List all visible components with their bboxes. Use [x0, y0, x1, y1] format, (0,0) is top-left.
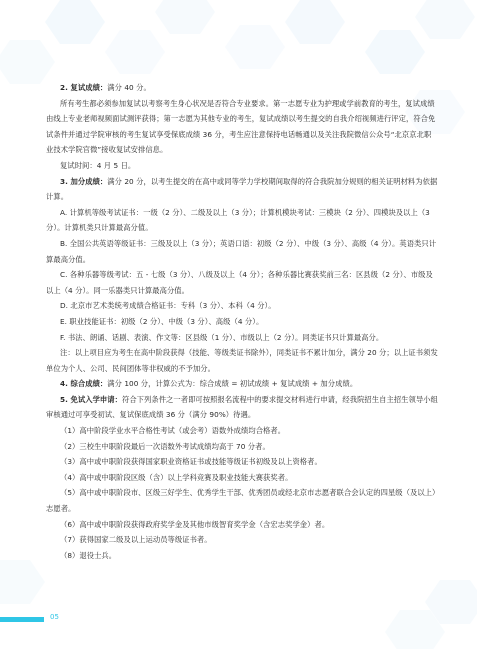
- bonus-item-c: C. 各种乐器等级考试：五 - 七级（3 分）、八级及以上（4 分）；各种乐器比赛获奖前三名：区县级（2 分）、市级及以上（4 分）。同一乐器类只计算最高分值。: [46, 270, 433, 295]
- section-bonus-score: [46, 174, 438, 205]
- footer-accent-bar: [0, 617, 44, 622]
- section-exemption: [46, 392, 438, 423]
- section-total-score: [46, 376, 438, 392]
- exemption-text: 符合下列条件之一者即可按照报名流程中的要求提交材料进行申请，经我院招生自主招生领导小组审核通过可享受初试、复试保底成绩 36 分（满分 90%）待遇。: [46, 394, 438, 420]
- document-body: [46, 80, 438, 563]
- total-score-heading: 4. 综合成绩：: [60, 379, 108, 389]
- retest-score-heading: 2. 复试成绩：: [60, 83, 108, 92]
- bonus-score-heading: 3. 加分成绩：: [60, 176, 108, 186]
- exemption-item-4: （4）高中或中职阶段区级（含）以上学科竞赛及职业技能大赛获奖者。: [60, 472, 293, 482]
- bonus-note: 注：以上项目应为考生在高中阶段获得（技能、等级类证书除外），同类证书不累计加分，满分 20 分；以上证书须发单位为个人、公司、民间团体等非权威的不予加分。: [46, 348, 438, 373]
- page-number: 05: [50, 613, 59, 621]
- exemption-item-3: （3）高中或中职阶段获得国家职业资格证书或技能等级证书初级及以上资格者。: [60, 457, 322, 467]
- bonus-item-f: F. 书法、朗诵、话剧、表演、作文等：区县级（1 分）、市级以上（2 分）。同类证书只计算最高分。: [60, 332, 384, 342]
- exemption-item-6: （6）高中或中职阶段获得政府奖学金及其他市级智育奖学金（含宏志奖学金）者。: [60, 519, 330, 529]
- bonus-score-text: 满分 20 分，以考生提交的在高中或同等学力学校期间取得的符合我院加分规则的相关证明材料为依据计算。: [46, 176, 438, 202]
- total-score-text: 满分 100 分，计算公式为：综合成绩 = 初试成绩 + 复试成绩 + 加分成绩。: [107, 379, 358, 389]
- exemption-heading: 5. 免试入学申请：: [60, 394, 122, 404]
- exemption-item-2: （2）三校生中职阶段最后一次语数外考试成绩均高于 70 分者。: [60, 441, 270, 451]
- bonus-item-e: E. 职业技能证书：初级（2 分）、中级（3 分）、高级（4 分）。: [60, 316, 264, 326]
- exemption-item-8: （8）退役士兵。: [60, 550, 117, 560]
- bonus-item-b: B. 全国公共英语等级证书：三级及以上（3 分）；英语口语：初级（2 分）、中级（3 分）、高级（4 分）。英语类只计算最高分值。: [46, 238, 437, 264]
- exemption-item-7: （7）获得国家二级及以上运动员等级证书者。: [60, 535, 212, 545]
- retest-description: 所有考生都必须参加复试以考察考生身心状况是否符合专业要求。第一志愿专业为护理或学前教育的考生，复试成绩由线上专业老师视频面试测评获得；第一志愿为其他专业的考生，复试成绩以考生提交的自我介绍视频进行评定，符合免试条件并通过学院审核的考生复试享受保底成绩 36 分，考生应注意保持电话畅通以及关注我院微信公众号“北京京北职业技术学院官微”接收复试安排信息。: [46, 98, 436, 155]
- exemption-item-5: （5）高中或中职阶段市、区级三好学生、优秀学生干部、优秀团员或经北京市志愿者联合会认定的四星级（及以上）志愿者。: [46, 488, 436, 514]
- bonus-item-d: D. 北京市艺术类统考成绩合格证书：专科（3 分）、本科（4 分）。: [60, 301, 276, 311]
- retest-time: 复试时间：4 月 5 日。: [60, 160, 136, 170]
- retest-score-text: 满分 40 分。: [107, 83, 151, 92]
- bonus-item-a: A. 计算机等级考试证书：一级（2 分）、二级及以上（3 分）；计算机模块考试：三模块（2 分）、四模块及以上（3 分）。计算机类只计算最高分值。: [46, 207, 430, 233]
- section-retest-score: [46, 80, 438, 96]
- exemption-item-1: （1）高中阶段学业水平合格性考试（或会考）语数外成绩均合格者。: [60, 426, 286, 436]
